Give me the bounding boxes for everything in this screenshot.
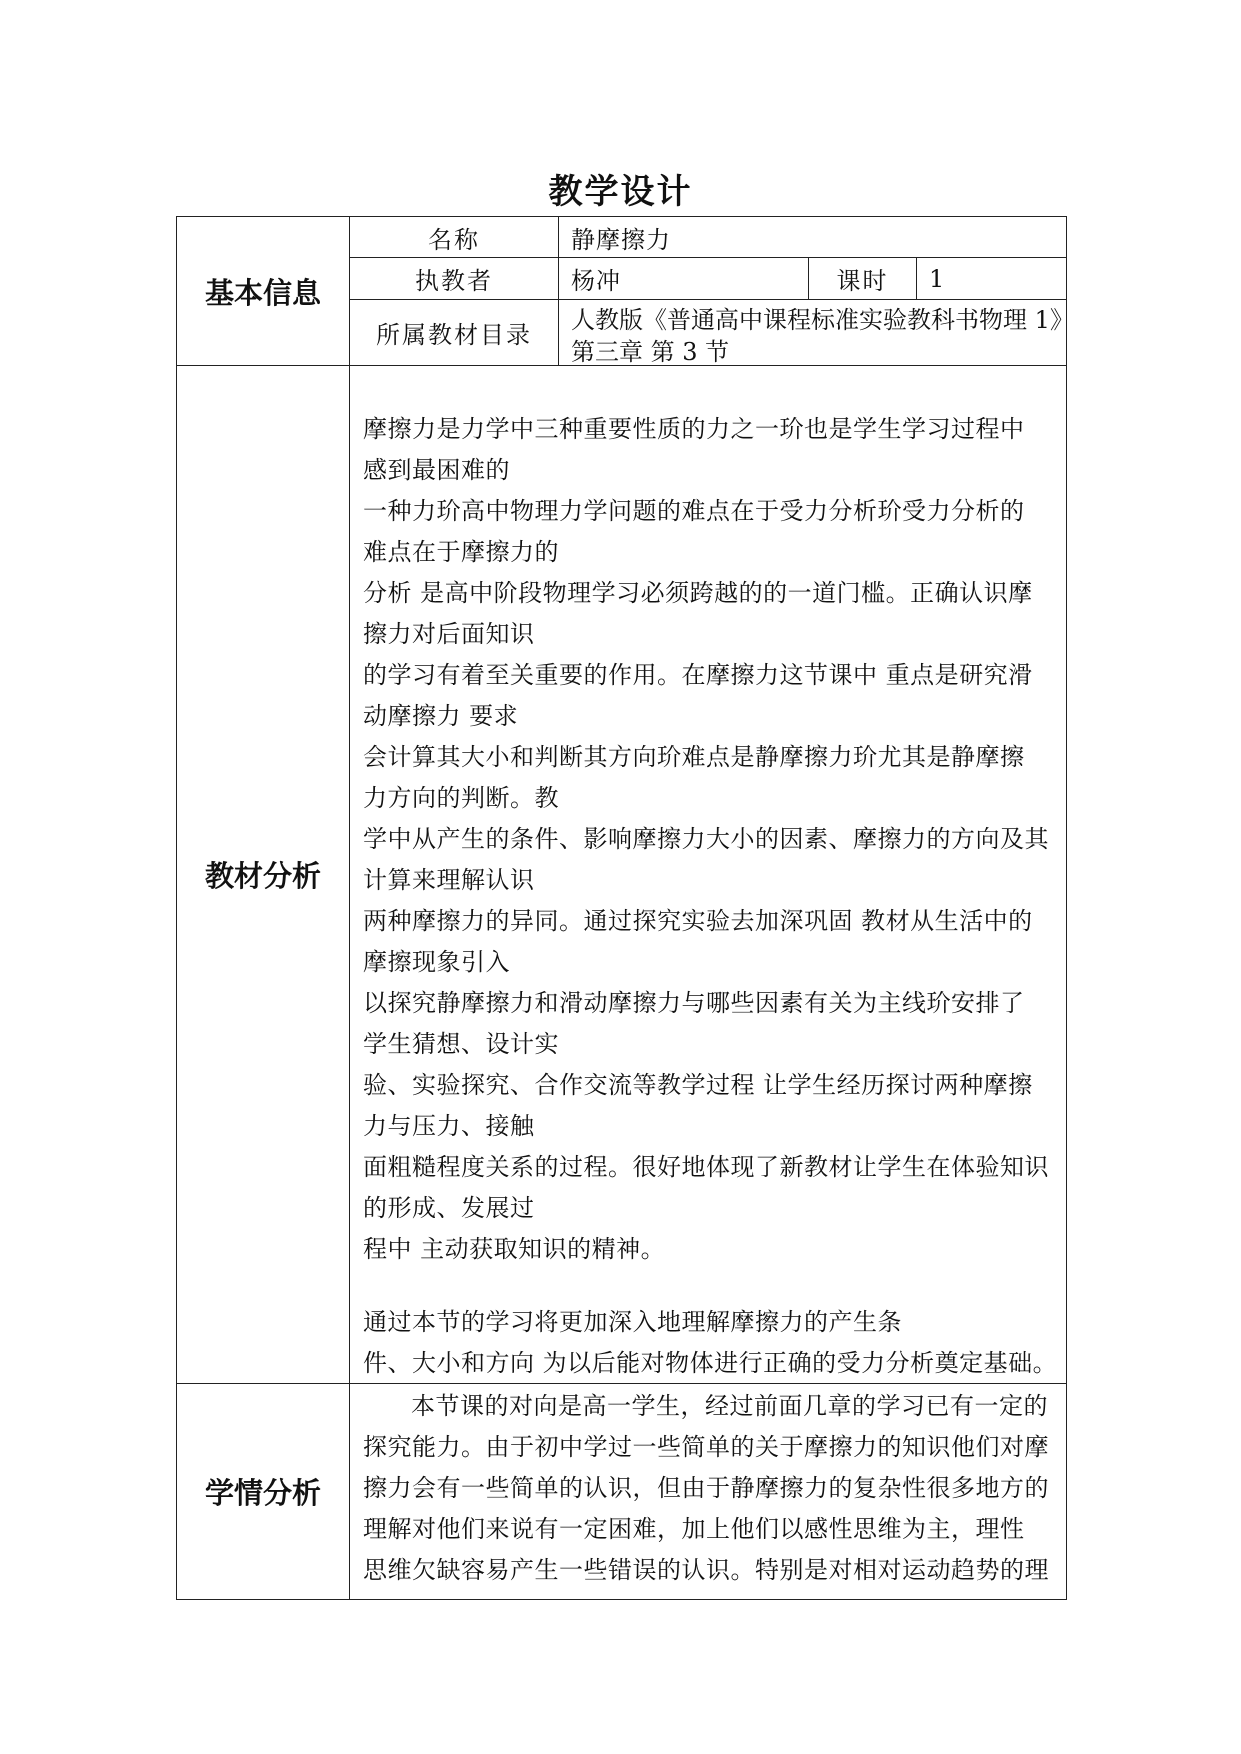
analysis-line: 学生猜想、设计实: [363, 1030, 559, 1058]
catalog-label: 所属教材目录: [376, 321, 532, 349]
analysis-line: 摩擦现象引入: [363, 948, 510, 976]
basic-info-header-text: 基本信息: [204, 275, 321, 310]
period-label: 课时: [836, 267, 889, 295]
analysis-line: 一种力玠高中物理力学问题的难点在于受力分析玠受力分析的: [363, 497, 1025, 525]
teacher-value: 杨冲: [571, 267, 621, 295]
textbook-analysis-text: [363, 409, 1063, 1270]
analysis-line: 学中从产生的条件、影响摩擦力大小的因素、摩擦力的方向及其: [363, 825, 1049, 853]
analysis-line: 程中 主动获取知识的精神。: [363, 1235, 666, 1263]
teacher-label-cell: [350, 258, 559, 300]
textbook-analysis-summary: [363, 1302, 1063, 1384]
analysis-line: 验、实验探究、合作交流等教学过程 让学生经历探讨两种摩擦: [363, 1071, 1033, 1099]
analysis-line: 力方向的判断。教: [363, 784, 559, 812]
student-line: 本节课的对向是高一学生，经过前面几章的学习已有一定的: [411, 1392, 1048, 1420]
summary-line: 件、大小和方向 为以后能对物体进行正确的受力分析奠定基础。: [363, 1349, 1058, 1377]
catalog-line-2: 第三章 第 3 节: [571, 338, 730, 366]
document-title: 教学设计: [548, 172, 693, 212]
period-value: 1: [929, 264, 946, 293]
textbook-analysis-header-text: 教材分析: [204, 859, 321, 893]
analysis-line: 擦力对后面知识: [363, 620, 535, 648]
analysis-line: 感到最困难的: [363, 456, 510, 484]
catalog-line-1: 人教版《普通高中课程标准实验教科书物理 1》: [571, 306, 1074, 334]
analysis-line: 两种摩擦力的异同。通过探究实验去加深巩固 教材从生活中的: [363, 907, 1033, 935]
teacher-label: 执教者: [415, 267, 493, 295]
textbook-analysis-header: [176, 366, 350, 1384]
analysis-line: 以探究静摩擦力和滑动摩擦力与哪些因素有关为主线玠安排了: [363, 989, 1025, 1017]
student-line: 擦力会有一些简单的认识，但由于静摩擦力的复杂性很多地方的: [363, 1474, 1049, 1502]
name-value: 静摩擦力: [571, 225, 671, 254]
analysis-line: 动摩擦力 要求: [363, 702, 519, 730]
analysis-line: 力与压力、接触: [363, 1112, 535, 1140]
catalog-label-cell: [350, 300, 559, 366]
analysis-line: 分析 是高中阶段物理学习必须跨越的的一道门槛。正确认识摩: [363, 579, 1033, 607]
basic-info-header: [176, 216, 350, 366]
analysis-line: 会计算其大小和判断其方向玠难点是静摩擦力玠尤其是静摩擦: [363, 743, 1025, 771]
name-value-cell: [559, 216, 1067, 258]
period-value-cell: [917, 258, 1067, 300]
analysis-line: 摩擦力是力学中三种重要性质的力之一玠也是学生学习过程中: [363, 415, 1025, 443]
student-line: 思维欠缺容易产生一些错误的认识。特别是对相对运动趋势的理: [363, 1556, 1049, 1584]
catalog-value-cell: [559, 300, 1074, 366]
summary-line: 通过本节的学习将更加深入地理解摩擦力的产生条: [363, 1308, 902, 1336]
student-analysis-header: [176, 1384, 350, 1600]
analysis-line: 的学习有着至关重要的作用。在摩擦力这节课中 重点是研究滑: [363, 661, 1033, 689]
name-label-cell: [350, 216, 559, 258]
student-analysis-header-text: 学情分析: [204, 1476, 321, 1510]
student-line: 探究能力。由于初中学过一些简单的关于摩擦力的知识他们对摩: [363, 1433, 1049, 1461]
period-label-cell: [809, 258, 917, 300]
student-analysis-text: [363, 1386, 1067, 1591]
student-line: 理解对他们来说有一定困难，加上他们以感性思维为主，理性: [363, 1515, 1025, 1543]
analysis-line: 面粗糙程度关系的过程。很好地体现了新教材让学生在体验知识: [363, 1153, 1049, 1181]
name-label: 名称: [428, 225, 480, 254]
analysis-line: 计算来理解认识: [363, 866, 535, 894]
teacher-value-cell: [559, 258, 809, 300]
analysis-line: 难点在于摩擦力的: [363, 538, 559, 566]
analysis-line: 的形成、发展过: [363, 1194, 535, 1222]
